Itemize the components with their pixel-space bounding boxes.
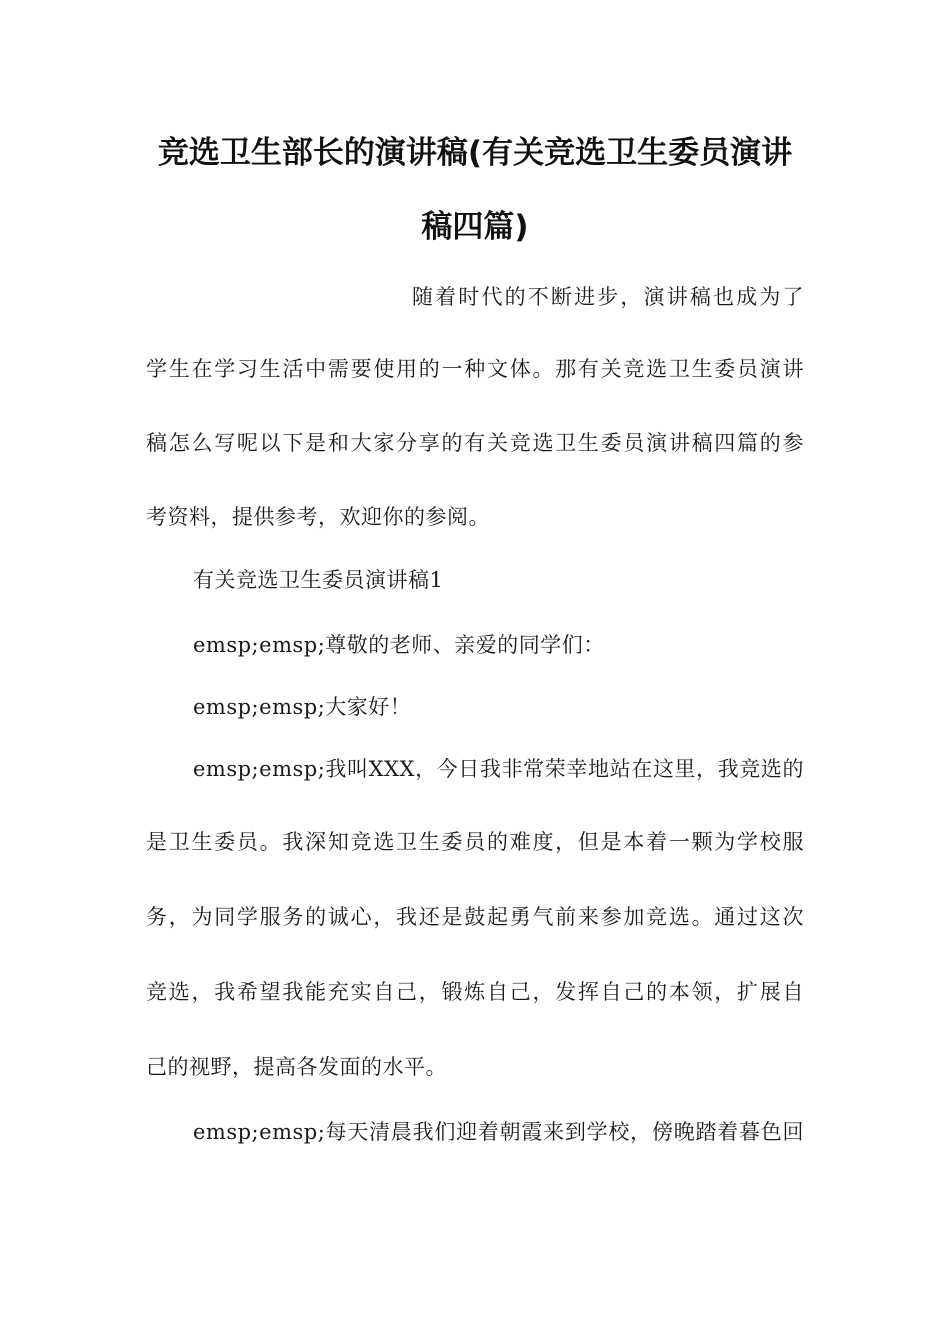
greeting-line: emsp;emsp;大家好！ (193, 695, 412, 719)
intro-line-4: 考资料，提供参考，欢迎你的参阅。 (146, 505, 490, 529)
body-line-3: 务，为同学服务的诚心，我还是鼓起勇气前来参加竞选。通过这次 (146, 905, 804, 929)
salutation-line: emsp;emsp;尊敬的老师、亲爱的同学们： (193, 633, 605, 657)
body-line-6: emsp;emsp;每天清晨我们迎着朝霞来到学校，傍晚踏着暮色回 (193, 1120, 804, 1144)
section-heading: 有关竞选卫生委员演讲稿1 (193, 568, 444, 592)
body-line-2: 是卫生委员。我深知竞选卫生委员的难度，但是本着一颗为学校服 (146, 830, 804, 854)
document-title-line-1: 竞选卫生部长的演讲稿(有关竞选卫生委员演讲 (157, 135, 793, 171)
body-line-5: 己的视野，提高各发面的水平。 (146, 1055, 447, 1079)
body-line-4: 竞选，我希望我能充实自己，锻炼自己，发挥自己的本领，扩展自 (146, 980, 804, 1004)
intro-line-2: 学生在学习生活中需要使用的一种文体。那有关竞选卫生委员演讲 (146, 357, 804, 381)
intro-line-1: 随着时代的不断进步，演讲稿也成为了 (412, 285, 804, 309)
document-title-line-2: 稿四篇) (421, 209, 529, 245)
intro-line-3: 稿怎么写呢以下是和大家分享的有关竞选卫生委员演讲稿四篇的参 (146, 431, 804, 455)
body-line-1: emsp;emsp;我叫XXX，今日我非常荣幸地站在这里，我竞选的 (193, 757, 804, 781)
